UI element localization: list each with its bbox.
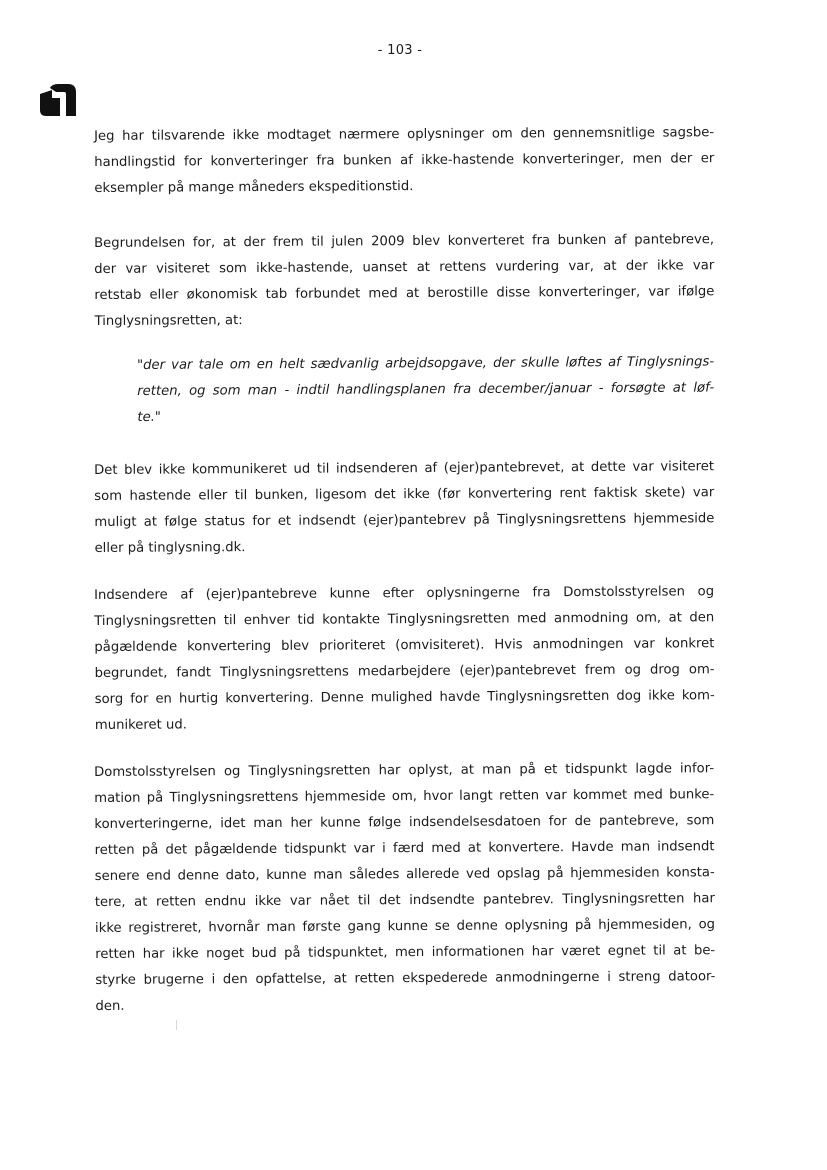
paragraph-line: senere end denne dato, kunne man således allerede ved opslag på hjemmesiden konsta- xyxy=(94,865,715,884)
paragraph-line: ikke registreret, hvornår man første gang kunne se denne oplysning på hjemmesiden, og xyxy=(94,917,716,936)
paragraph-line: tere, at retten endnu ikke var nået til det indsendte pantebrev. Tinglysningsretten har xyxy=(94,891,715,910)
scan-speck xyxy=(176,1020,177,1030)
paragraph-line: Indsendere af (ejer)pantebreve kunne efter oplysningerne fra Domstolsstyrelsen og xyxy=(94,584,715,603)
paragraph-line: retstab eller økonomisk tab forbundet med at berostille disse konverteringer, var ifølge xyxy=(94,284,715,303)
paragraph-line: Det blev ikke kommunikeret ud til indsenderen af (ejer)pantebrevet, at dette var visiteret xyxy=(94,459,715,478)
paragraph-line: muligt at følge status for et indsendt (ejer)pantebrev på Tinglysningsrettens hjemmeside xyxy=(94,511,715,530)
paragraph-line: begrundet, fandt Tinglysningsrettens medarbejdere (ejer)pantebrevet frem og drog om- xyxy=(94,662,715,681)
quote-line: "der var tale om en helt sædvanlig arbejdsopgave, der skulle løftes af Tinglysnings- xyxy=(137,354,715,373)
paragraph-line: handlingstid for konverteringer fra bunken af ikke-hastende konverteringer, men der er xyxy=(94,151,715,170)
block-quote xyxy=(137,349,714,431)
page-number: - 103 - xyxy=(377,43,423,58)
paragraph-line: Jeg har tilsvarende ikke modtaget nærmere oplysninger om den gennemsnitlige sagsbe- xyxy=(94,125,715,144)
quote-line: te." xyxy=(137,409,161,425)
paragraph-line: Domstolsstyrelsen og Tinglysningsretten har oplyst, at man på et tidspunkt lagde infor- xyxy=(94,761,715,780)
paragraph-line: eller på tinglysning.dk. xyxy=(94,540,246,556)
paragraph-line: retten på det pågældende tidspunkt var i færd med at konvertere. Havde man indsendt xyxy=(94,839,715,858)
paragraph-line: konverteringerne, idet man her kunne følge indsendelsesdatoen for de pantebreve, som xyxy=(94,813,715,832)
paragraph-line: sorg for en hurtig konvertering. Denne mulighed havde Tinglysningsretten dog ikke kom- xyxy=(94,688,715,707)
paragraph-3 xyxy=(94,454,715,562)
paragraph-4 xyxy=(94,579,715,739)
paragraph-line: styrke brugerne i den opfattelse, at retten ekspederede anmodningerne i streng datoor- xyxy=(95,969,716,988)
paragraph-2 xyxy=(94,227,715,335)
paragraph-5 xyxy=(94,756,716,1020)
quote-line: retten, og som man - indtil handlingsplanen fra december/januar - forsøgte at løf- xyxy=(137,380,715,399)
paragraph-line: retten har ikke noget bud på tidspunktet, men informationen har været egnet til at be- xyxy=(95,943,716,962)
paragraph-line: Begrundelsen for, at der frem til julen 2009 blev konverteret fra bunken af pantebreve, xyxy=(94,232,715,251)
institution-logo-icon xyxy=(38,82,78,118)
paragraph-line: Tinglysningsretten, at: xyxy=(94,313,243,329)
paragraph-line: som hastende eller til bunken, ligesom det ikke (før konvertering rent faktisk skete) var xyxy=(94,485,715,504)
paragraph-line: eksempler på mange måneders ekspeditionstid. xyxy=(94,179,414,196)
paragraph-1 xyxy=(94,120,714,202)
paragraph-line: der var visiteret som ikke-hastende, uanset at rettens vurdering var, at der ikke var xyxy=(94,258,715,277)
paragraph-line: mation på Tinglysningsrettens hjemmeside om, hvor langt retten var kommet med bunke- xyxy=(94,787,715,806)
paragraph-line: munikeret ud. xyxy=(94,717,187,733)
paragraph-line: Tinglysningsretten til enhver tid kontakte Tinglysningsretten med anmodning om, at den xyxy=(94,610,715,629)
paragraph-line: pågældende konvertering blev prioriteret (omvisiteret). Hvis anmodningen var konkret xyxy=(94,636,715,655)
paragraph-line: den. xyxy=(95,998,125,1014)
